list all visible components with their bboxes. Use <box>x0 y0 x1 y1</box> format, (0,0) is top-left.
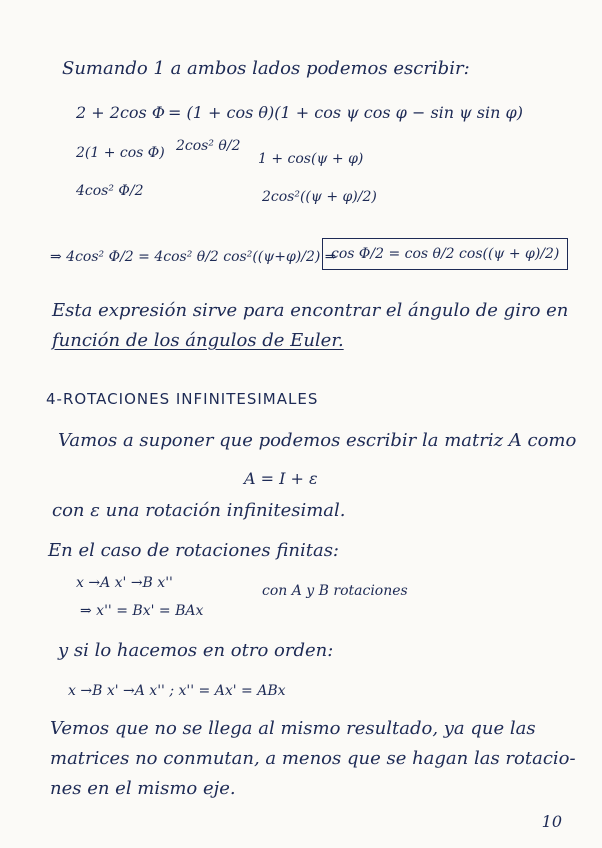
chain-2: x →B x' →A x'' ; x'' = Ax' = ABx <box>68 683 286 699</box>
line-c: En el caso de rotaciones finitas: <box>48 540 339 561</box>
equation-1-mid: 2(1 + cos Φ) <box>76 145 165 161</box>
equation-1-mid2: 2cos² θ/2 <box>176 138 241 154</box>
paragraph-2-line-3: nes en el mismo eje. <box>50 778 236 799</box>
equation-2: ⇒ 4cos² Φ/2 = 4cos² θ/2 cos²((ψ+φ)/2) ⇒ <box>50 249 337 265</box>
equation-a: A = I + ε <box>244 469 318 488</box>
section-title: 4-ROTACIONES INFINITESIMALES <box>46 390 319 408</box>
paragraph-1-text: Esta expresión sirve para encontrar el ángulo de giro en <box>52 300 569 321</box>
equation-1-rhs: = (1 + cos θ)(1 + cos ψ cos φ − sin ψ sin φ) <box>168 103 523 122</box>
paragraph-2-line-2: matrices no conmutan, a menos que se hagan las rotacio- <box>50 748 576 769</box>
chain-1-result: ⇒ x'' = Bx' = BAx <box>80 603 204 619</box>
paragraph-1-line-2: función de los ángulos de Euler. <box>52 330 344 351</box>
chain-1-note: con A y B rotaciones <box>262 583 408 599</box>
equation-1-bottom: 4cos² Φ/2 <box>76 183 144 199</box>
line-d: y si lo hacemos en otro orden: <box>58 640 334 661</box>
page-number: 10 <box>541 812 562 831</box>
line-b: con ε una rotación infinitesimal. <box>52 500 346 521</box>
equation-1-lhs: 2 + 2cos Φ <box>76 103 165 122</box>
equation-2-boxed-result: cos Φ/2 = cos θ/2 cos((ψ + φ)/2) <box>322 238 568 270</box>
intro-line: Sumando 1 a ambos lados podemos escribir: <box>62 58 470 79</box>
equation-1-mid3: 1 + cos(ψ + φ) <box>258 151 364 167</box>
chain-1: x →A x' →B x'' <box>76 575 173 591</box>
paragraph-1-line-1 <box>52 300 568 322</box>
equation-1-bottom2: 2cos²((ψ + φ)/2) <box>262 189 377 205</box>
paragraph-2-line-1: Vemos que no se llega al mismo resultado, ya que las <box>50 718 536 739</box>
line-a: Vamos a suponer que podemos escribir la matriz A como <box>58 430 577 451</box>
